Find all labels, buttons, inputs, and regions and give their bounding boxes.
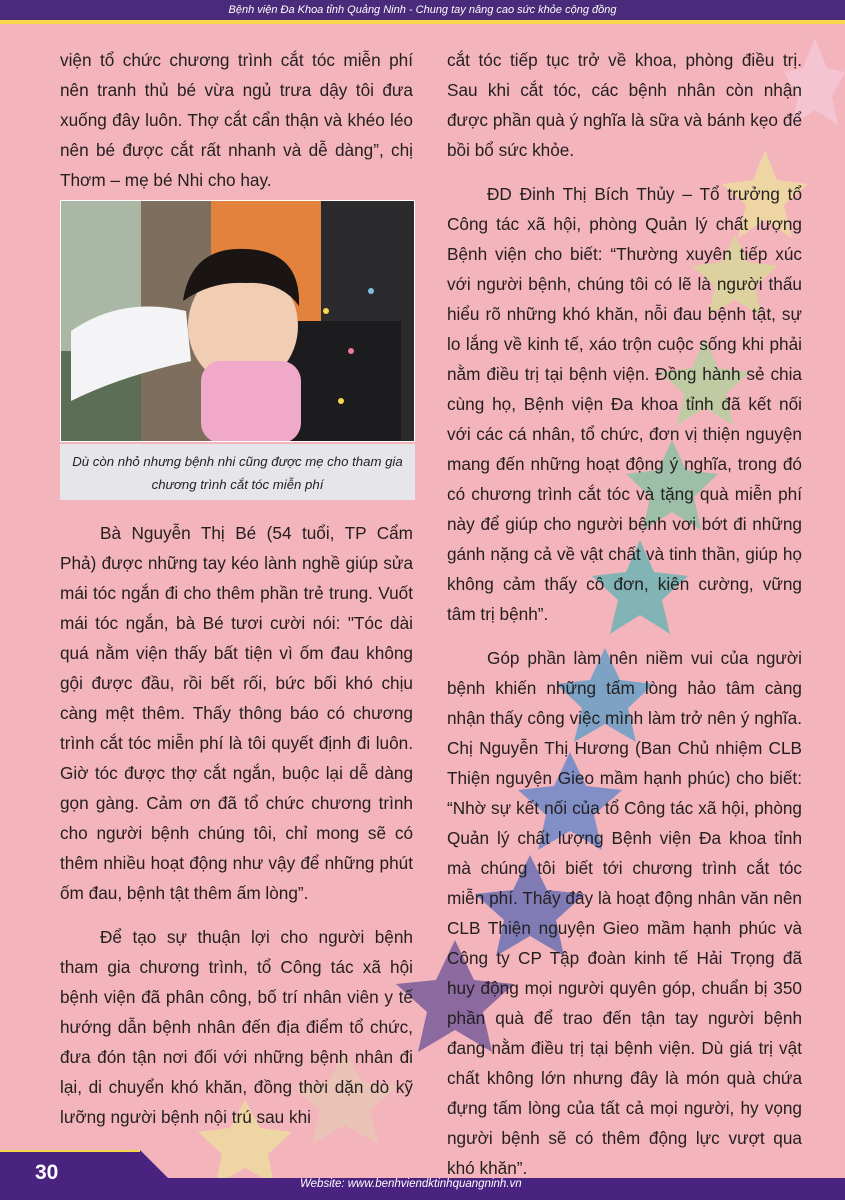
article-photo [60,200,415,442]
header-title: Bệnh viện Đa Khoa tỉnh Quảng Ninh - Chung tay nâng cao sức khỏe cộng đồng [228,4,617,16]
paragraph: viện tổ chức chương trình cắt tóc miễn phí nên tranh thủ bé vừa ngủ trưa dậy tôi đưa xuống đây luôn. Thợ cắt cẩn thận và khéo léo nên bé được cắt rất nhanh và dễ dàng”, chị Thơm – mẹ bé Nhi cho hay. [60,50,413,190]
footer-bar [0,1150,845,1200]
paragraph: Để tạo sự thuận lợi cho người bệnh tham gia chương trình, tổ Công tác xã hội bệnh viện đã phân công, bố trí nhân viên y tế hướng dẫn bệnh nhân đến địa điểm tổ chức, đưa đón tận nơi đối với những bệnh nhân đi lại, di chuyển khó khăn, đồng thời dặn dò kỹ lưỡng người bệnh nội trú sau khi [60,927,413,1127]
paragraph: ĐD Đinh Thị Bích Thủy – Tổ trưởng tổ Công tác xã hội, phòng Quản lý chất lượng Bệnh viện cho biết: “Thường xuyên tiếp xúc với người bệnh, chúng tôi có lẽ là người thấu hiểu rõ những khó khăn, nỗi đau bệnh tật, sự lo lắng về kinh tế, xáo trộn cuộc sống khi phải nằm điều trị tại bệnh viện. Đồng hành sẻ chia cùng họ, Bệnh viện Đa khoa tỉnh đã kết nối với các cá nhân, tổ chức, đơn vị thiện nguyện mang đến những hoạt động ý nghĩa, trong đó có chương trình cắt tóc và tặng quà miễn phí này để giúp cho người bệnh vơi bớt đi những gánh nặng cả về vật chất và tinh thần, giúp họ không cảm thấy cô đơn, kiên cường, vững tâm trị bệnh”. [447,184,802,624]
website-link: Website: www.benhviendktinhquangninh.vn [300,1178,522,1190]
left-column-bottom [60,518,413,1132]
left-column-top [60,45,413,195]
right-column [447,45,802,1183]
page-number: 30 [35,1161,59,1184]
paragraph: Góp phần làm nên niềm vui của người bệnh khiến những tấm lòng hảo tâm càng nhận thấy công việc mình làm trở nên ý nghĩa. Chị Nguyễn Thị Hương (Ban Chủ nhiệm CLB Thiện nguyện Gieo mầm hạnh phúc) cho biết: “Nhờ sự kết nối của tổ Công tác xã hội, phòng Quản lý chất lượng Bệnh viện Đa khoa tỉnh mà chúng tôi biết tới chương trình cắt tóc miễn phí. Thấy đây là hoạt động nhân văn nên CLB Thiện nguyện Gieo mầm hạnh phúc và Công ty CP Tập đoàn kinh tế Hải Trọng đã huy động mọi người quyên góp, chuẩn bị 350 phần quà để trao đến tận tay người bệnh đang nằm điều trị tại bệnh viện. Dù giá trị vật chất không lớn nhưng đây là món quà chứa đựng tấm lòng của tất cả mọi người, hy vọng người bệnh sẽ có thêm động lực vượt qua khó khăn”. [447,648,802,1178]
paragraph: Bà Nguyễn Thị Bé (54 tuổi, TP Cẩm Phả) được những tay kéo lành nghề giúp sửa mái tóc ngắn đi cho thêm phần trẻ trung. Vuốt mái tóc ngắn, bà Bé tươi cười nói: "Tóc dài quá nằm viện thấy bất tiện vì ốm đau không gội được đầu, rồi bết rối, bức bối khó chịu càng mệt thêm. Thấy thông báo có chương trình cắt tóc miễn phí là tôi quyết định đi luôn. Giờ tóc được thợ cắt ngắn, buộc lại dễ dàng gọn gàng. Cảm ơn đã tổ chức chương trình cho người bệnh chúng tôi, chỉ mong sẽ có thêm nhiều hoạt động như vậy để những phút ốm đau, bệnh tật thêm ấm lòng”. [60,523,413,903]
photo-caption: Dù còn nhỏ nhưng bệnh nhi cũng được mẹ cho tham gia chương trình cắt tóc miễn phí [60,444,415,500]
paragraph: cắt tóc tiếp tục trở về khoa, phòng điều trị. Sau khi cắt tóc, các bệnh nhân còn nhận được phần quà ý nghĩa là sữa và bánh kẹo để bồi bổ sức khỏe. [447,50,802,160]
